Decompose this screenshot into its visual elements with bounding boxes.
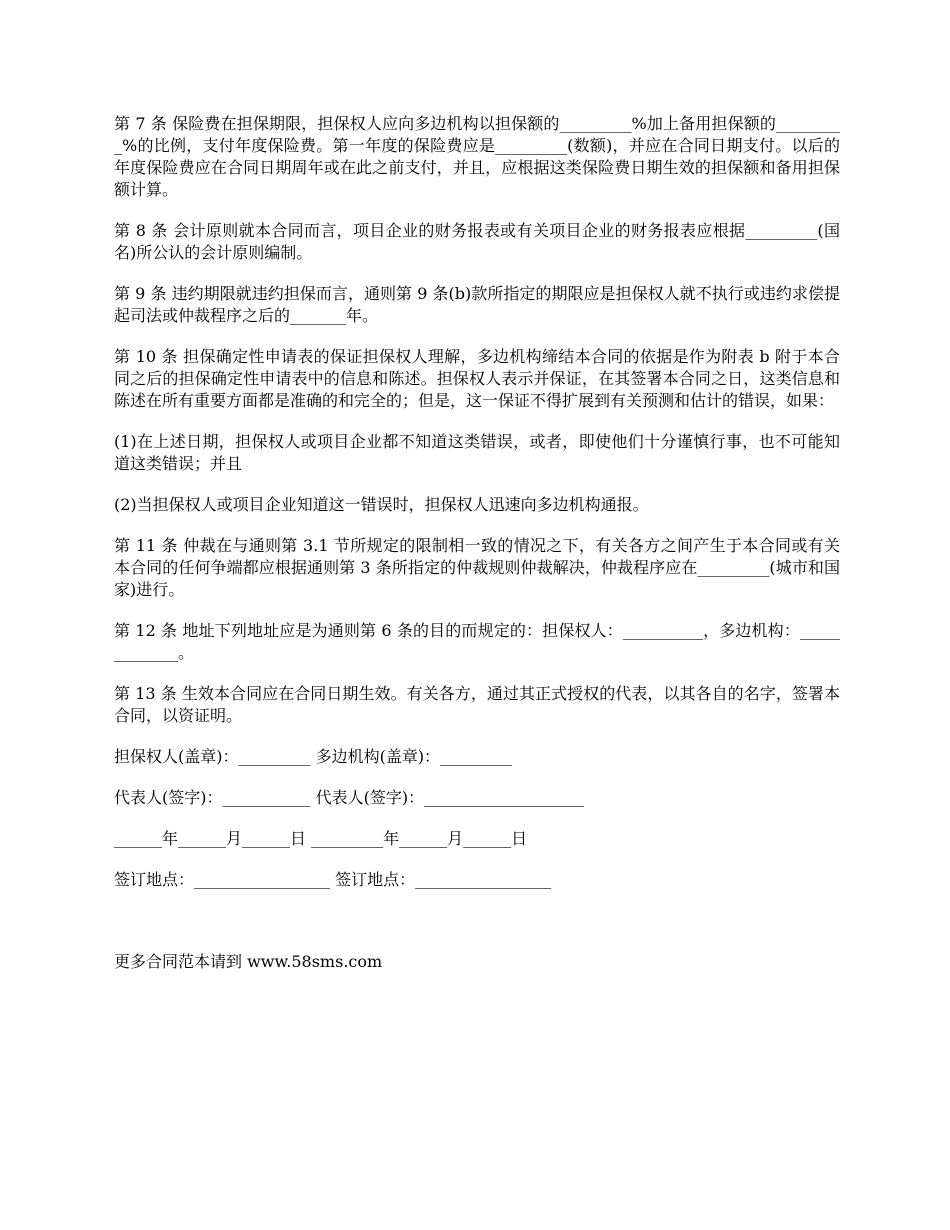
signature-line: 代表人(签字)：___________ 代表人(签字)：____________________ (114, 788, 585, 807)
spacer (114, 910, 840, 951)
footer-note: 更多合同范本请到 www.58sms.com (114, 952, 383, 971)
article-7-premium: 第 7 条 保险费在担保期限，担保权人应向多边机构以担保额的_________%加上备用担保额的_________%的比例，支付年度保险费。第一年度的保险费应是_________(数额)，并应在合同日期支付。以后的年度保险费应在合同日期周年或在此之前支付，并且，应根据这类保险费日期生效的担保额和备用担保额计算。 (114, 114, 840, 199)
signing-place-line: 签订地点：_________________ 签订地点：_________________ (114, 870, 552, 889)
article-10-warranty: 第 10 条 担保确定性申请表的保证担保权人理解，多边机构缔结本合同的依据是作为附表 b 附于本合同之后的担保确定性申请表中的信息和陈述。担保权人表示并保证，在其签署本合同之日，这类信息和陈述在所有重要方面都是准确的和完全的；但是，这一保证不得扩展到有关预测和估计的错误，如果： (114, 347, 840, 410)
seal-line: 担保权人(盖章)：_________ 多边机构(盖章)：_________ (114, 747, 513, 766)
clause-1: (1)在上述日期，担保权人或项目企业都不知道这类错误，或者，即使他们十分谨慎行事，也不可能知道这类错误；并且 (114, 432, 840, 473)
article-9-default-period: 第 9 条 违约期限就违约担保而言，通则第 9 条(b)款所指定的期限应是担保权人就不执行或违约求偿提起司法或仲裁程序之后的_______年。 (114, 284, 840, 325)
date-line: ______年______月______日 _________年______月______日 (114, 829, 528, 848)
document-page (114, 113, 840, 992)
article-12-address: 第 12 条 地址下列地址应是为通则第 6 条的目的而规定的：担保权人：__________，多边机构：_____________。 (114, 621, 840, 662)
article-8-accounting: 第 8 条 会计原则就本合同而言，项目企业的财务报表或有关项目企业的财务报表应根据_________(国名)所公认的会计原则编制。 (114, 221, 840, 262)
article-13-effective: 第 13 条 生效本合同应在合同日期生效。有关各方，通过其正式授权的代表，以其各自的名字，签署本合同，以资证明。 (114, 684, 840, 725)
article-11-arbitration: 第 11 条 仲裁在与通则第 3.1 节所规定的限制相一致的情况之下，有关各方之间产生于本合同或有关本合同的任何争端都应根据通则第 3 条所指定的仲裁规则仲裁解决，仲裁程序应在_________(城市和国家)进行。 (114, 536, 840, 599)
clause-2: (2)当担保权人或项目企业知道这一错误时，担保权人迅速向多边机构通报。 (114, 495, 649, 514)
